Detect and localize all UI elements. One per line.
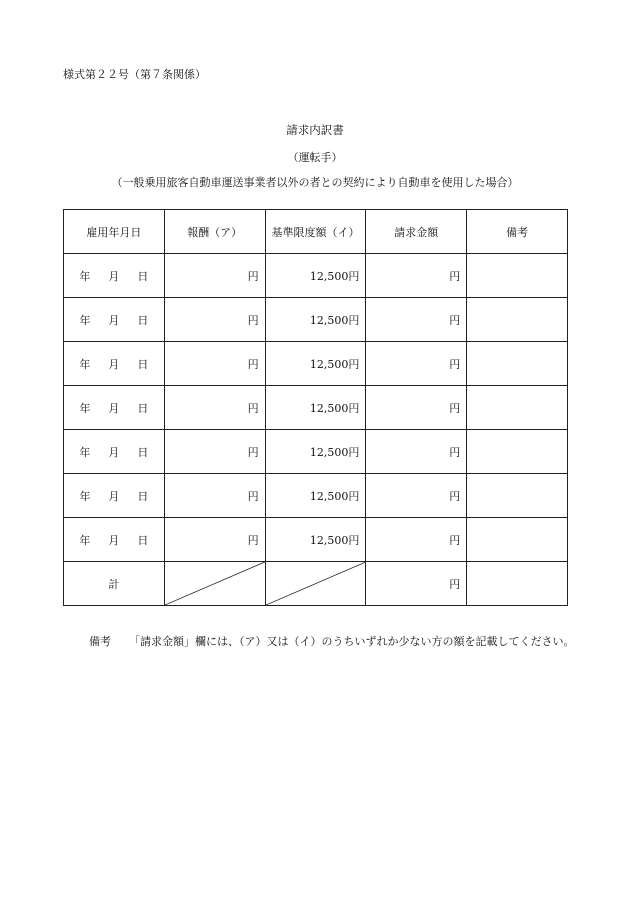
total-limit-cell	[265, 562, 366, 606]
limit-cell: 12,500円	[265, 430, 366, 474]
date-month: 月	[108, 445, 120, 459]
date-month: 月	[108, 533, 120, 547]
employment-date-cell[interactable]	[64, 298, 165, 342]
remarks-cell[interactable]	[467, 254, 568, 298]
claim-amount-cell[interactable]: 円	[366, 474, 467, 518]
date-month: 月	[108, 357, 120, 371]
date-year: 年	[79, 269, 91, 283]
footnote	[89, 633, 575, 649]
table-row	[64, 430, 568, 474]
date-year: 年	[79, 445, 91, 459]
limit-cell: 12,500円	[265, 342, 366, 386]
total-remarks-cell[interactable]	[467, 562, 568, 606]
reward-cell[interactable]: 円	[164, 518, 265, 562]
employment-date-cell[interactable]	[64, 474, 165, 518]
employment-date-cell[interactable]	[64, 254, 165, 298]
employment-date-cell[interactable]	[64, 342, 165, 386]
date-month: 月	[108, 489, 120, 503]
date-day: 日	[137, 489, 149, 503]
limit-cell: 12,500円	[265, 474, 366, 518]
reward-cell[interactable]: 円	[164, 298, 265, 342]
document-condition: （一般乗用旅客自動車運送事業者以外の者との契約により自動車を使用した場合）	[111, 176, 519, 189]
column-header-limit: 基準限度額（イ）	[265, 210, 366, 254]
date-year: 年	[79, 533, 91, 547]
date-day: 日	[137, 533, 149, 547]
table-row	[64, 518, 568, 562]
table-row	[64, 254, 568, 298]
table-row	[64, 386, 568, 430]
date-day: 日	[137, 401, 149, 415]
date-year: 年	[79, 401, 91, 415]
table-row	[64, 342, 568, 386]
date-day: 日	[137, 313, 149, 327]
date-day: 日	[137, 357, 149, 371]
column-header-employment-date: 雇用年月日	[64, 210, 165, 254]
column-header-remarks: 備考	[467, 210, 568, 254]
total-claim-cell[interactable]: 円	[366, 562, 467, 606]
limit-cell: 12,500円	[265, 298, 366, 342]
reward-cell[interactable]: 円	[164, 386, 265, 430]
remarks-cell[interactable]	[467, 430, 568, 474]
limit-cell: 12,500円	[265, 518, 366, 562]
claim-amount-cell[interactable]: 円	[366, 298, 467, 342]
limit-cell: 12,500円	[265, 386, 366, 430]
remarks-cell[interactable]	[467, 518, 568, 562]
employment-date-cell[interactable]	[64, 518, 165, 562]
document-subtitle: （運転手）	[287, 151, 343, 164]
remarks-cell[interactable]	[467, 474, 568, 518]
claim-amount-cell[interactable]: 円	[366, 518, 467, 562]
document-title: 請求内訳書	[286, 123, 344, 137]
claim-breakdown-table	[63, 209, 568, 606]
claim-amount-cell[interactable]: 円	[366, 254, 467, 298]
date-month: 月	[108, 401, 120, 415]
column-header-claim-amount: 請求金額	[366, 210, 467, 254]
claim-amount-cell[interactable]: 円	[366, 430, 467, 474]
table-row	[64, 298, 568, 342]
date-day: 日	[137, 269, 149, 283]
date-month: 月	[108, 313, 120, 327]
footnote-text: 「請求金額」欄には、（ア）又は（イ）のうちいずれか少ない方の額を記載してください。	[129, 635, 575, 648]
reward-cell[interactable]: 円	[164, 430, 265, 474]
table-header-row	[64, 210, 568, 254]
date-year: 年	[79, 313, 91, 327]
remarks-cell[interactable]	[467, 386, 568, 430]
date-day: 日	[137, 445, 149, 459]
reward-cell[interactable]: 円	[164, 254, 265, 298]
diagonal-strike	[165, 562, 265, 605]
remarks-cell[interactable]	[467, 342, 568, 386]
date-year: 年	[79, 357, 91, 371]
date-year: 年	[79, 489, 91, 503]
date-month: 月	[108, 269, 120, 283]
reward-cell[interactable]: 円	[164, 342, 265, 386]
column-header-reward: 報酬（ア）	[164, 210, 265, 254]
footnote-label: 備考	[89, 635, 111, 648]
limit-cell: 12,500円	[265, 254, 366, 298]
form-number: 様式第２２号（第７条関係）	[63, 68, 206, 81]
claim-amount-cell[interactable]: 円	[366, 342, 467, 386]
total-reward-cell	[164, 562, 265, 606]
total-label: 計	[64, 562, 165, 606]
reward-cell[interactable]: 円	[164, 474, 265, 518]
diagonal-strike	[266, 562, 366, 605]
employment-date-cell[interactable]	[64, 430, 165, 474]
remarks-cell[interactable]	[467, 298, 568, 342]
total-row	[64, 562, 568, 606]
employment-date-cell[interactable]	[64, 386, 165, 430]
table-row	[64, 474, 568, 518]
claim-amount-cell[interactable]: 円	[366, 386, 467, 430]
